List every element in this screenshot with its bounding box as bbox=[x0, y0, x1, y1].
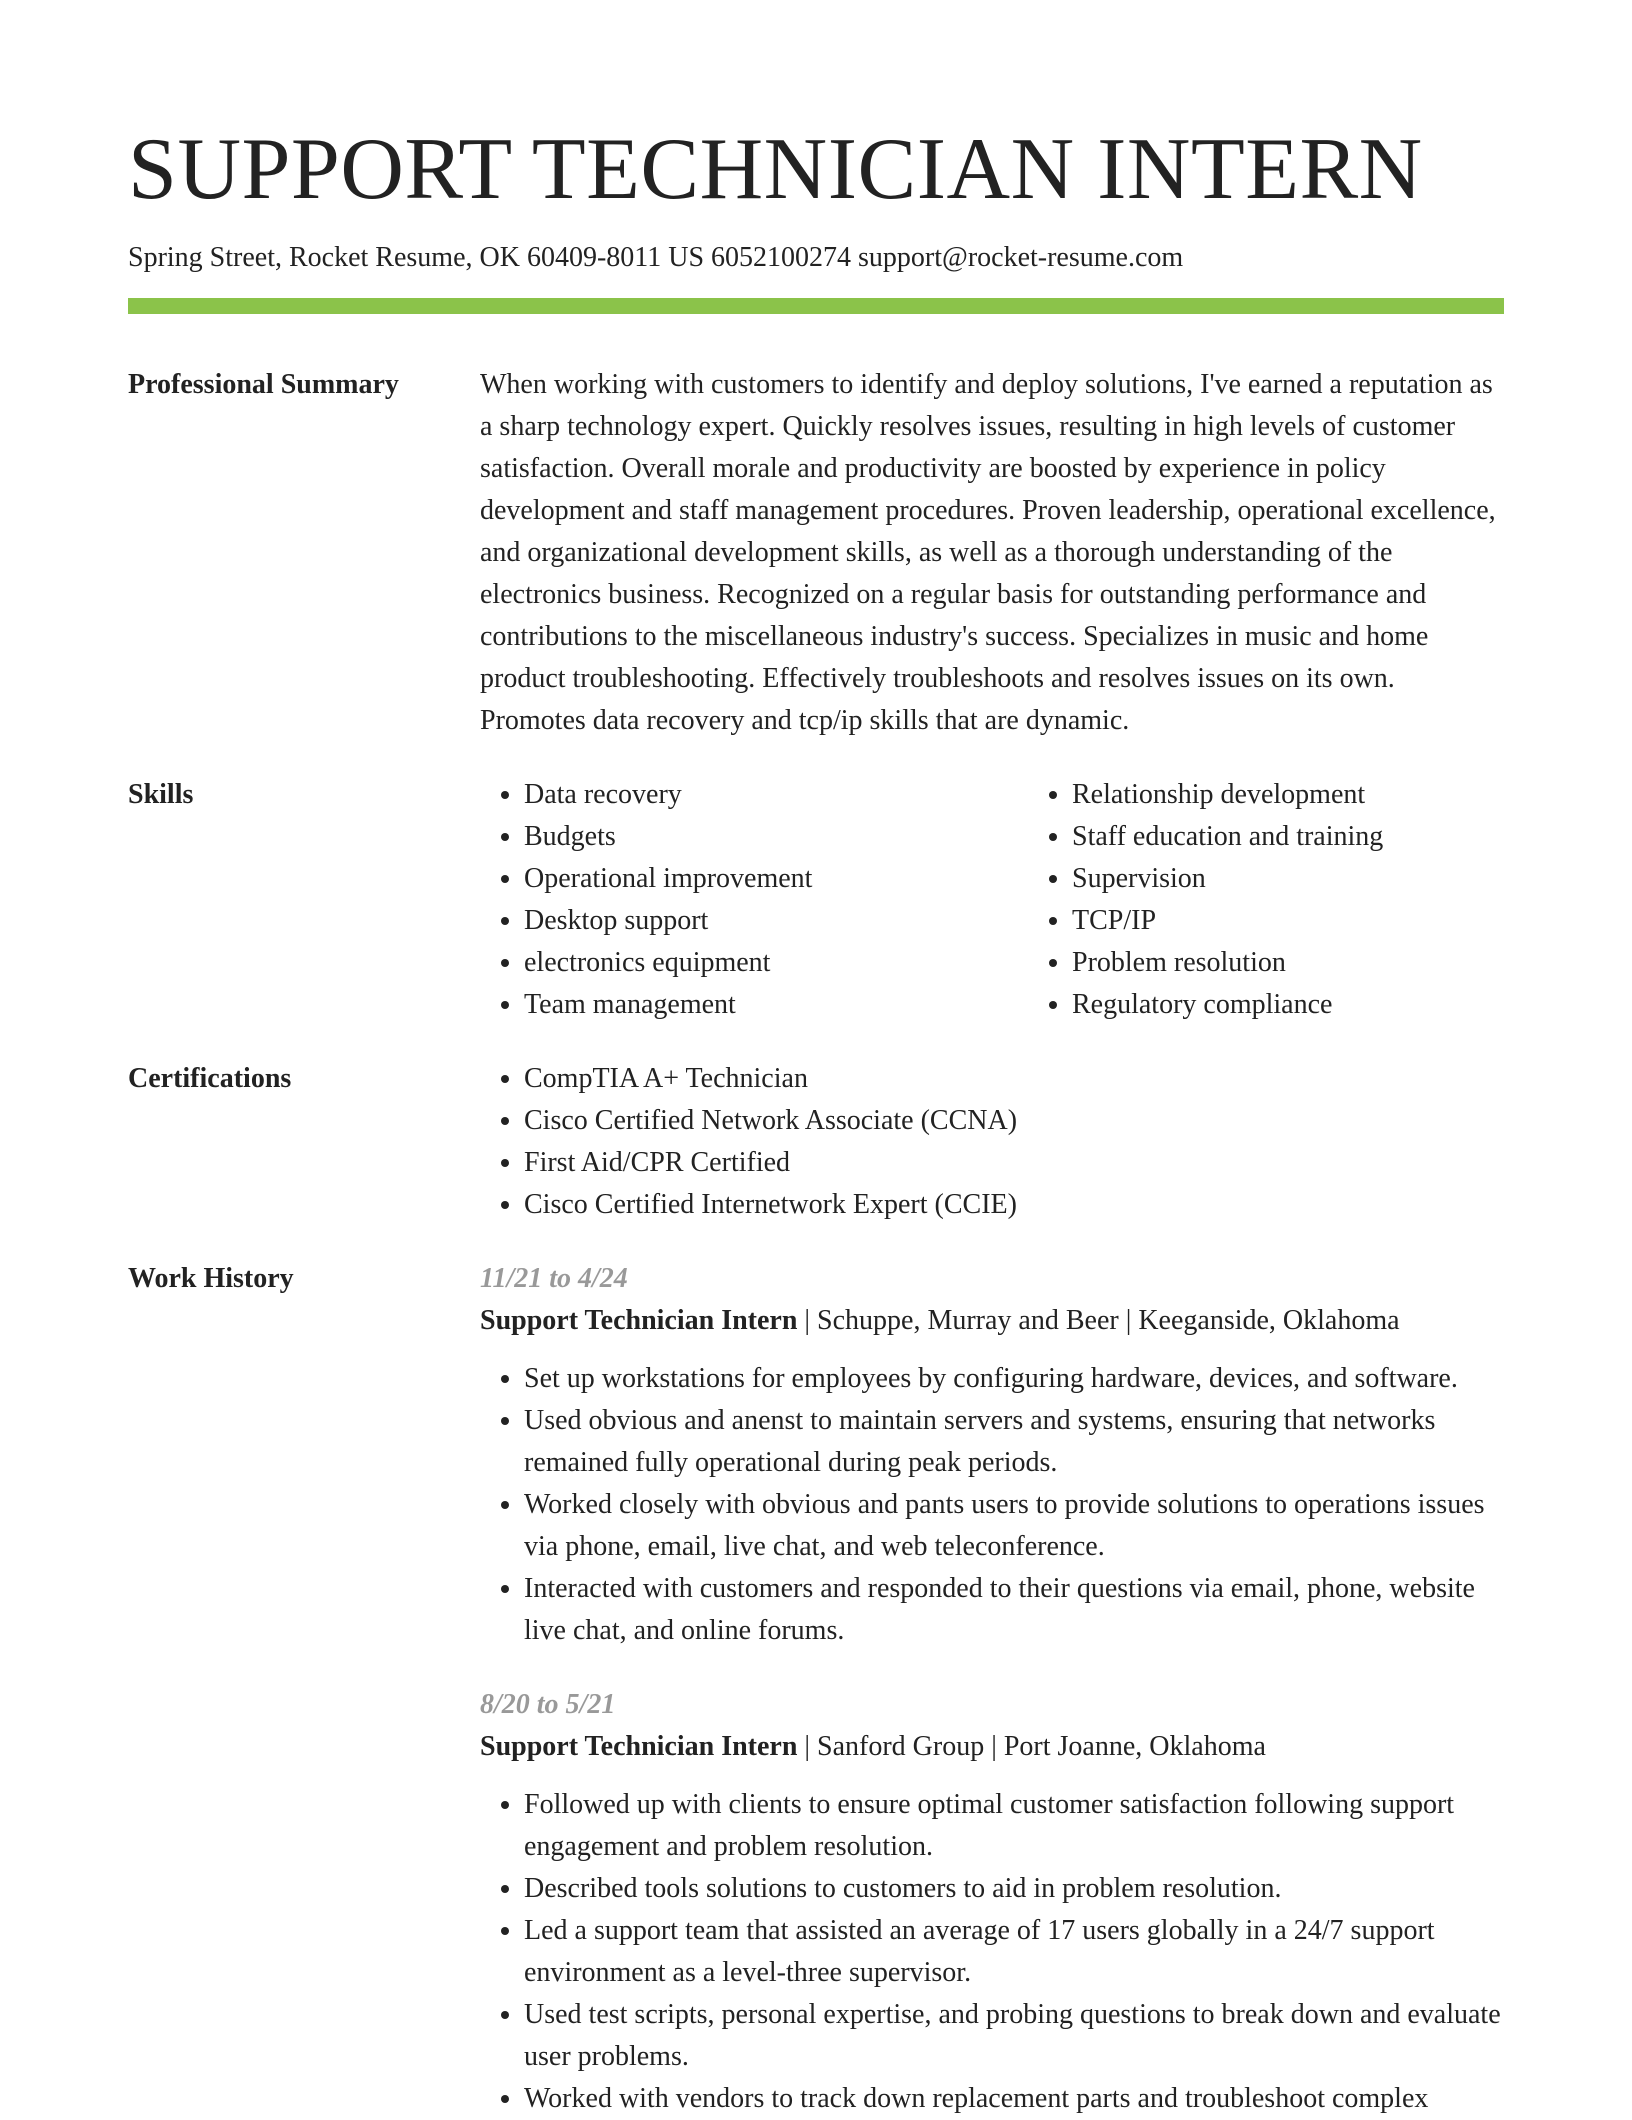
job-location: Keeganside, Oklahoma bbox=[1138, 1305, 1400, 1336]
certification-item: • First Aid/CPR Certified bbox=[524, 1142, 1504, 1184]
certifications-list bbox=[480, 1058, 1504, 1226]
job-separator: | bbox=[804, 1731, 811, 1762]
contact-phone: 6052100274 bbox=[711, 242, 852, 273]
skills-heading: Skills bbox=[128, 779, 194, 810]
certification-item: • Cisco Certified Internetwork Expert (CCIE) bbox=[524, 1184, 1504, 1226]
job-bullet: • Used test scripts, personal expertise, and probing questions to break down and evaluate user problems. bbox=[524, 1994, 1504, 2078]
job-bullet: • Led a support team that assisted an average of 17 users globally in a 24/7 support environment as a level-three supervisor. bbox=[524, 1910, 1504, 1994]
job-entry bbox=[480, 1258, 1504, 1652]
resume-page bbox=[128, 0, 1504, 2120]
summary-section bbox=[128, 364, 1504, 742]
skill-item: • Team management bbox=[524, 984, 1028, 1026]
skills-list-right bbox=[1028, 774, 1576, 1026]
job-bullet: • Interacted with customers and responded to their questions via email, phone, website live chat, and online forums. bbox=[524, 1568, 1504, 1652]
certifications-heading: Certifications bbox=[128, 1063, 292, 1094]
job-header bbox=[480, 1300, 1504, 1342]
summary-heading: Professional Summary bbox=[128, 369, 399, 400]
work-history-section bbox=[128, 1258, 1504, 2120]
work-history-heading: Work History bbox=[128, 1263, 294, 1294]
job-location: Port Joanne, Oklahoma bbox=[1003, 1731, 1266, 1762]
job-bullet: • Worked closely with obvious and pants users to provide solutions to operations issues via phone, email, live chat, and web teleconference. bbox=[524, 1484, 1504, 1568]
contact-email: support@rocket-resume.com bbox=[858, 242, 1184, 273]
job-title: Support Technician Intern bbox=[480, 1731, 798, 1762]
job-company: Schuppe, Murray and Beer bbox=[817, 1305, 1119, 1336]
job-entry bbox=[480, 1684, 1504, 2120]
job-title: Support Technician Intern bbox=[480, 1305, 798, 1336]
skill-item: • Regulatory compliance bbox=[1072, 984, 1576, 1026]
skill-item: • Budgets bbox=[524, 816, 1028, 858]
job-bullets bbox=[480, 1784, 1504, 2120]
skill-item: • Operational improvement bbox=[524, 858, 1028, 900]
skill-item: • Problem resolution bbox=[1072, 942, 1576, 984]
contact-address: Spring Street, Rocket Resume, OK 60409-8011 US bbox=[128, 242, 705, 273]
job-bullet: • Used obvious and anenst to maintain servers and systems, ensuring that networks remained fully operational during peak periods. bbox=[524, 1400, 1504, 1484]
skill-item: • Supervision bbox=[1072, 858, 1576, 900]
resume-title: SUPPORT TECHNICIAN INTERN bbox=[128, 121, 1423, 218]
header-divider bbox=[128, 298, 1504, 314]
certification-item: • CompTIA A+ Technician bbox=[524, 1058, 1504, 1100]
contact-line bbox=[128, 240, 1504, 276]
job-header bbox=[480, 1726, 1504, 1768]
job-dates: 8/20 to 5/21 bbox=[480, 1689, 616, 1720]
summary-text: When working with customers to identify and deploy solutions, I've earned a reputation as a sharp technology expert. Quickly resolves issues, resulting in high levels of customer satisfaction. Overall morale and productivity are boosted by experience in policy development and staff management procedures. Proven leadership, operational excellence, and organizational development skills, as well as a thorough understanding of the electronics business. Recognized on a regular basis for outstanding performance and contributions to the miscellaneous industry's success. Specializes in music and home product troubleshooting. Effectively troubleshoots and resolves issues on its own. Promotes data recovery and tcp/ip skills that are dynamic. bbox=[480, 369, 1496, 736]
skill-item: • Desktop support bbox=[524, 900, 1028, 942]
job-company: Sanford Group bbox=[817, 1731, 985, 1762]
skills-section bbox=[128, 774, 1504, 1026]
certifications-section bbox=[128, 1058, 1504, 1226]
job-separator: | bbox=[1125, 1305, 1132, 1336]
certification-item: • Cisco Certified Network Associate (CCNA) bbox=[524, 1100, 1504, 1142]
job-bullets bbox=[480, 1358, 1504, 1652]
job-bullet: • Described tools solutions to customers to aid in problem resolution. bbox=[524, 1868, 1504, 1910]
job-bullet: • Followed up with clients to ensure optimal customer satisfaction following support engagement and problem resolution. bbox=[524, 1784, 1504, 1868]
job-separator: | bbox=[991, 1731, 997, 1762]
skill-item: • Staff education and training bbox=[1072, 816, 1576, 858]
skills-list-left bbox=[480, 774, 1028, 1026]
skill-item: • TCP/IP bbox=[1072, 900, 1576, 942]
job-bullet: • Worked with vendors to track down replacement parts and troubleshoot complex bbox=[524, 2078, 1504, 2120]
job-bullet: • Set up workstations for employees by configuring hardware, devices, and software. bbox=[524, 1358, 1504, 1400]
skill-item: • Relationship development bbox=[1072, 774, 1576, 816]
skill-item: • electronics equipment bbox=[524, 942, 1028, 984]
job-dates: 11/21 to 4/24 bbox=[480, 1263, 628, 1294]
skill-item: • Data recovery bbox=[524, 774, 1028, 816]
job-separator: | bbox=[804, 1305, 811, 1336]
